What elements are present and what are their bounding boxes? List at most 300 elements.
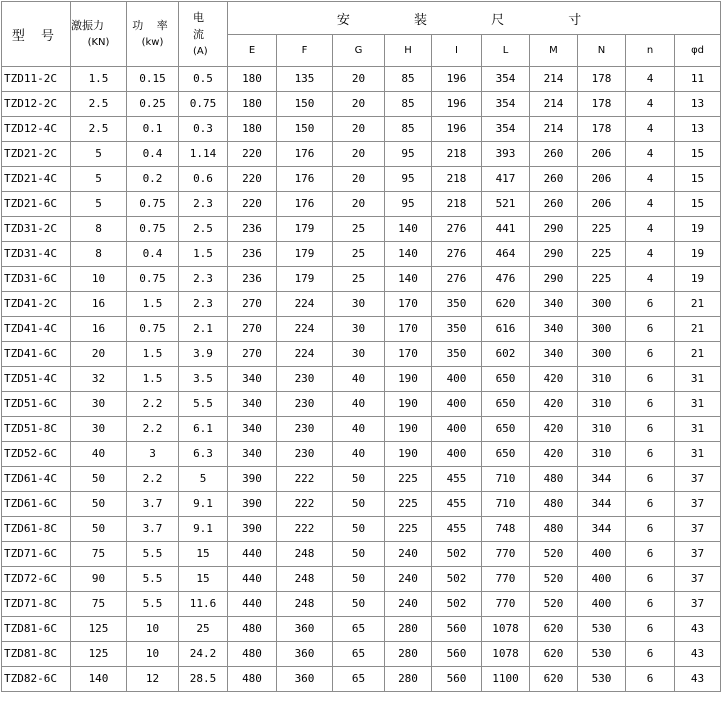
- g-cell: 40: [333, 392, 385, 417]
- model-cell: TZD12-2C: [2, 92, 71, 117]
- table-row: [2, 267, 721, 292]
- l-cell: 417: [482, 167, 530, 192]
- phid-cell: 37: [675, 467, 721, 492]
- power-cell: 0.75: [127, 317, 179, 342]
- f-cell: 230: [277, 442, 333, 467]
- dim-col-header: H: [385, 35, 432, 67]
- phid-cell: 31: [675, 442, 721, 467]
- phid-cell: 31: [675, 367, 721, 392]
- power-cell: 0.75: [127, 192, 179, 217]
- f-cell: 224: [277, 292, 333, 317]
- phid-cell: 19: [675, 267, 721, 292]
- model-cell: TZD51-8C: [2, 417, 71, 442]
- i-cell: 455: [432, 517, 482, 542]
- e-cell: 390: [228, 467, 277, 492]
- h-cell: 140: [385, 267, 432, 292]
- n-count-cell: 6: [626, 342, 675, 367]
- dim-col-header: E: [228, 35, 277, 67]
- h-cell: 225: [385, 467, 432, 492]
- m-cell: 290: [530, 217, 578, 242]
- h-cell: 170: [385, 292, 432, 317]
- model-cell: TZD61-4C: [2, 467, 71, 492]
- n-count-cell: 4: [626, 142, 675, 167]
- power-cell: 0.75: [127, 267, 179, 292]
- dimensions-header: 安 装 尺 寸: [228, 2, 721, 35]
- n-count-cell: 4: [626, 242, 675, 267]
- table-row: [2, 667, 721, 692]
- l-cell: 650: [482, 392, 530, 417]
- h-cell: 85: [385, 92, 432, 117]
- f-cell: 248: [277, 592, 333, 617]
- e-cell: 390: [228, 492, 277, 517]
- power-cell: 5.5: [127, 592, 179, 617]
- model-cell: TZD61-8C: [2, 517, 71, 542]
- current-cell: 1.5: [179, 242, 228, 267]
- e-cell: 270: [228, 342, 277, 367]
- current-cell: 3.5: [179, 367, 228, 392]
- force-cell: 125: [71, 642, 127, 667]
- model-cell: TZD31-6C: [2, 267, 71, 292]
- phid-cell: 37: [675, 517, 721, 542]
- f-cell: 224: [277, 342, 333, 367]
- force-cell: 16: [71, 317, 127, 342]
- m-cell: 290: [530, 242, 578, 267]
- power-cell: 1.5: [127, 367, 179, 392]
- e-cell: 180: [228, 117, 277, 142]
- dim-col-header: F: [277, 35, 333, 67]
- current-cell: 1.14: [179, 142, 228, 167]
- f-cell: 230: [277, 417, 333, 442]
- current-header-unit: (A): [193, 45, 208, 57]
- dim-col-header: I: [432, 35, 482, 67]
- m-cell: 260: [530, 167, 578, 192]
- m-cell: 520: [530, 592, 578, 617]
- n-count-cell: 6: [626, 617, 675, 642]
- g-cell: 65: [333, 667, 385, 692]
- l-cell: 748: [482, 517, 530, 542]
- current-cell: 25: [179, 617, 228, 642]
- h-cell: 190: [385, 417, 432, 442]
- i-cell: 350: [432, 342, 482, 367]
- force-cell: 40: [71, 442, 127, 467]
- m-cell: 620: [530, 667, 578, 692]
- l-cell: 710: [482, 492, 530, 517]
- i-cell: 502: [432, 592, 482, 617]
- header-row-top: [2, 2, 721, 35]
- e-cell: 390: [228, 517, 277, 542]
- force-cell: 5: [71, 167, 127, 192]
- force-cell: 50: [71, 492, 127, 517]
- g-cell: 30: [333, 292, 385, 317]
- m-cell: 420: [530, 442, 578, 467]
- phid-cell: 21: [675, 317, 721, 342]
- phid-cell: 15: [675, 142, 721, 167]
- f-cell: 230: [277, 392, 333, 417]
- f-cell: 150: [277, 92, 333, 117]
- table-row: [2, 142, 721, 167]
- power-cell: 1.5: [127, 342, 179, 367]
- l-cell: 650: [482, 367, 530, 392]
- force-cell: 20: [71, 342, 127, 367]
- f-cell: 360: [277, 642, 333, 667]
- model-cell: TZD72-6C: [2, 567, 71, 592]
- f-cell: 179: [277, 217, 333, 242]
- force-cell: 50: [71, 517, 127, 542]
- h-cell: 85: [385, 117, 432, 142]
- g-cell: 50: [333, 567, 385, 592]
- phid-cell: 19: [675, 242, 721, 267]
- phid-cell: 37: [675, 492, 721, 517]
- e-cell: 440: [228, 592, 277, 617]
- l-cell: 464: [482, 242, 530, 267]
- h-cell: 225: [385, 492, 432, 517]
- l-cell: 770: [482, 592, 530, 617]
- e-cell: 220: [228, 192, 277, 217]
- power-cell: 0.75: [127, 217, 179, 242]
- model-cell: TZD81-8C: [2, 642, 71, 667]
- power-cell: 3.7: [127, 492, 179, 517]
- n-count-cell: 4: [626, 192, 675, 217]
- n-cell: 225: [578, 217, 626, 242]
- n-cell: 178: [578, 117, 626, 142]
- g-cell: 20: [333, 117, 385, 142]
- g-cell: 40: [333, 417, 385, 442]
- e-cell: 236: [228, 242, 277, 267]
- power-cell: 0.25: [127, 92, 179, 117]
- force-header: [71, 2, 127, 67]
- model-cell: TZD21-2C: [2, 142, 71, 167]
- g-cell: 25: [333, 242, 385, 267]
- e-cell: 340: [228, 392, 277, 417]
- e-cell: 270: [228, 292, 277, 317]
- i-cell: 218: [432, 167, 482, 192]
- e-cell: 270: [228, 317, 277, 342]
- g-cell: 20: [333, 192, 385, 217]
- i-cell: 400: [432, 367, 482, 392]
- n-cell: 300: [578, 292, 626, 317]
- i-cell: 400: [432, 442, 482, 467]
- model-cell: TZD31-2C: [2, 217, 71, 242]
- power-cell: 12: [127, 667, 179, 692]
- e-cell: 480: [228, 642, 277, 667]
- h-cell: 140: [385, 242, 432, 267]
- l-cell: 476: [482, 267, 530, 292]
- model-cell: TZD71-6C: [2, 542, 71, 567]
- l-cell: 650: [482, 442, 530, 467]
- n-cell: 530: [578, 617, 626, 642]
- force-cell: 10: [71, 267, 127, 292]
- power-cell: 3: [127, 442, 179, 467]
- phid-cell: 15: [675, 167, 721, 192]
- power-cell: 0.1: [127, 117, 179, 142]
- n-cell: 178: [578, 67, 626, 92]
- n-cell: 310: [578, 417, 626, 442]
- f-cell: 222: [277, 467, 333, 492]
- table-row: [2, 92, 721, 117]
- current-cell: 28.5: [179, 667, 228, 692]
- f-cell: 179: [277, 242, 333, 267]
- table-row: [2, 292, 721, 317]
- current-header-label-2: 流: [193, 27, 204, 41]
- phid-cell: 31: [675, 417, 721, 442]
- h-cell: 190: [385, 367, 432, 392]
- force-cell: 75: [71, 592, 127, 617]
- i-cell: 218: [432, 192, 482, 217]
- table-row: [2, 492, 721, 517]
- model-cell: TZD12-4C: [2, 117, 71, 142]
- e-cell: 236: [228, 217, 277, 242]
- h-cell: 95: [385, 192, 432, 217]
- current-cell: 15: [179, 567, 228, 592]
- force-cell: 30: [71, 392, 127, 417]
- n-cell: 344: [578, 517, 626, 542]
- i-cell: 276: [432, 217, 482, 242]
- power-cell: 0.4: [127, 142, 179, 167]
- dim-col-header: n: [626, 35, 675, 67]
- l-cell: 770: [482, 542, 530, 567]
- h-cell: 170: [385, 342, 432, 367]
- m-cell: 480: [530, 517, 578, 542]
- n-cell: 530: [578, 642, 626, 667]
- l-cell: 770: [482, 567, 530, 592]
- phid-cell: 11: [675, 67, 721, 92]
- n-cell: 400: [578, 567, 626, 592]
- h-cell: 95: [385, 142, 432, 167]
- h-cell: 190: [385, 442, 432, 467]
- n-cell: 310: [578, 442, 626, 467]
- current-cell: 24.2: [179, 642, 228, 667]
- model-cell: TZD31-4C: [2, 242, 71, 267]
- n-cell: 206: [578, 167, 626, 192]
- n-count-cell: 6: [626, 392, 675, 417]
- l-cell: 441: [482, 217, 530, 242]
- l-cell: 710: [482, 467, 530, 492]
- i-cell: 218: [432, 142, 482, 167]
- force-cell: 140: [71, 667, 127, 692]
- dim-col-header: L: [482, 35, 530, 67]
- m-cell: 420: [530, 417, 578, 442]
- g-cell: 50: [333, 517, 385, 542]
- m-cell: 620: [530, 617, 578, 642]
- n-count-cell: 6: [626, 592, 675, 617]
- e-cell: 440: [228, 542, 277, 567]
- force-cell: 2.5: [71, 92, 127, 117]
- n-count-cell: 4: [626, 217, 675, 242]
- f-cell: 360: [277, 667, 333, 692]
- current-header: [179, 2, 228, 67]
- table-row: [2, 592, 721, 617]
- g-cell: 20: [333, 142, 385, 167]
- phid-cell: 13: [675, 92, 721, 117]
- table-row: [2, 117, 721, 142]
- n-cell: 300: [578, 342, 626, 367]
- n-cell: 344: [578, 467, 626, 492]
- f-cell: 222: [277, 492, 333, 517]
- model-header: 型 号: [2, 2, 71, 67]
- f-cell: 179: [277, 267, 333, 292]
- g-cell: 50: [333, 467, 385, 492]
- model-cell: TZD52-6C: [2, 442, 71, 467]
- m-cell: 340: [530, 292, 578, 317]
- h-cell: 280: [385, 667, 432, 692]
- force-header-unit: (KN): [87, 37, 110, 48]
- e-cell: 340: [228, 367, 277, 392]
- g-cell: 40: [333, 442, 385, 467]
- g-cell: 25: [333, 267, 385, 292]
- current-cell: 0.75: [179, 92, 228, 117]
- table-row: [2, 167, 721, 192]
- n-cell: 225: [578, 267, 626, 292]
- g-cell: 25: [333, 217, 385, 242]
- current-cell: 9.1: [179, 492, 228, 517]
- g-cell: 30: [333, 317, 385, 342]
- n-count-cell: 6: [626, 517, 675, 542]
- e-cell: 220: [228, 142, 277, 167]
- f-cell: 176: [277, 167, 333, 192]
- phid-cell: 31: [675, 392, 721, 417]
- force-cell: 1.5: [71, 67, 127, 92]
- phid-cell: 37: [675, 567, 721, 592]
- table-row: [2, 617, 721, 642]
- e-cell: 180: [228, 67, 277, 92]
- m-cell: 214: [530, 92, 578, 117]
- force-cell: 75: [71, 542, 127, 567]
- l-cell: 393: [482, 142, 530, 167]
- l-cell: 1078: [482, 617, 530, 642]
- f-cell: 248: [277, 567, 333, 592]
- f-cell: 135: [277, 67, 333, 92]
- i-cell: 400: [432, 392, 482, 417]
- current-cell: 6.3: [179, 442, 228, 467]
- dim-col-header: M: [530, 35, 578, 67]
- e-cell: 236: [228, 267, 277, 292]
- force-cell: 8: [71, 217, 127, 242]
- f-cell: 176: [277, 192, 333, 217]
- e-cell: 340: [228, 417, 277, 442]
- table-row: [2, 417, 721, 442]
- table-row: [2, 242, 721, 267]
- model-cell: TZD81-6C: [2, 617, 71, 642]
- n-cell: 206: [578, 192, 626, 217]
- n-count-cell: 6: [626, 492, 675, 517]
- current-cell: 2.5: [179, 217, 228, 242]
- dim-col-header: G: [333, 35, 385, 67]
- model-cell: TZD51-6C: [2, 392, 71, 417]
- n-cell: 300: [578, 317, 626, 342]
- current-cell: 0.3: [179, 117, 228, 142]
- phid-cell: 21: [675, 342, 721, 367]
- i-cell: 400: [432, 417, 482, 442]
- l-cell: 521: [482, 192, 530, 217]
- phid-cell: 43: [675, 667, 721, 692]
- current-cell: 9.1: [179, 517, 228, 542]
- model-cell: TZD21-4C: [2, 167, 71, 192]
- n-count-cell: 4: [626, 117, 675, 142]
- f-cell: 360: [277, 617, 333, 642]
- model-cell: TZD21-6C: [2, 192, 71, 217]
- f-cell: 224: [277, 317, 333, 342]
- power-cell: 2.2: [127, 392, 179, 417]
- g-cell: 50: [333, 492, 385, 517]
- n-count-cell: 6: [626, 467, 675, 492]
- n-cell: 344: [578, 492, 626, 517]
- power-cell: 1.5: [127, 292, 179, 317]
- m-cell: 260: [530, 142, 578, 167]
- l-cell: 650: [482, 417, 530, 442]
- n-count-cell: 4: [626, 67, 675, 92]
- model-cell: TZD61-6C: [2, 492, 71, 517]
- g-cell: 65: [333, 642, 385, 667]
- g-cell: 40: [333, 367, 385, 392]
- table-row: [2, 542, 721, 567]
- force-cell: 125: [71, 617, 127, 642]
- e-cell: 480: [228, 617, 277, 642]
- g-cell: 20: [333, 67, 385, 92]
- e-cell: 220: [228, 167, 277, 192]
- model-cell: TZD41-2C: [2, 292, 71, 317]
- g-cell: 50: [333, 542, 385, 567]
- force-cell: 16: [71, 292, 127, 317]
- m-cell: 340: [530, 317, 578, 342]
- current-cell: 5: [179, 467, 228, 492]
- n-cell: 400: [578, 592, 626, 617]
- current-cell: 3.9: [179, 342, 228, 367]
- power-cell: 3.7: [127, 517, 179, 542]
- l-cell: 354: [482, 67, 530, 92]
- e-cell: 180: [228, 92, 277, 117]
- model-cell: TZD41-6C: [2, 342, 71, 367]
- i-cell: 196: [432, 92, 482, 117]
- m-cell: 520: [530, 542, 578, 567]
- current-cell: 2.3: [179, 292, 228, 317]
- m-cell: 480: [530, 467, 578, 492]
- force-header-label: 激振力: [71, 19, 104, 32]
- m-cell: 420: [530, 392, 578, 417]
- force-cell: 5: [71, 142, 127, 167]
- power-cell: 0.4: [127, 242, 179, 267]
- n-cell: 400: [578, 542, 626, 567]
- e-cell: 480: [228, 667, 277, 692]
- table-header: [2, 2, 721, 67]
- current-header-label-1: 电: [193, 10, 204, 24]
- i-cell: 196: [432, 67, 482, 92]
- phid-cell: 37: [675, 592, 721, 617]
- n-count-cell: 6: [626, 442, 675, 467]
- phid-cell: 37: [675, 542, 721, 567]
- power-cell: 2.2: [127, 417, 179, 442]
- h-cell: 240: [385, 567, 432, 592]
- power-header-label: 功 率: [132, 19, 173, 32]
- phid-cell: 19: [675, 217, 721, 242]
- force-cell: 50: [71, 467, 127, 492]
- n-count-cell: 6: [626, 367, 675, 392]
- current-cell: 11.6: [179, 592, 228, 617]
- i-cell: 196: [432, 117, 482, 142]
- m-cell: 620: [530, 642, 578, 667]
- g-cell: 50: [333, 592, 385, 617]
- f-cell: 222: [277, 517, 333, 542]
- l-cell: 1078: [482, 642, 530, 667]
- table-row: [2, 342, 721, 367]
- dim-col-header: φd: [675, 35, 721, 67]
- power-cell: 5.5: [127, 542, 179, 567]
- n-count-cell: 6: [626, 417, 675, 442]
- table-body: [2, 67, 721, 692]
- n-cell: 530: [578, 667, 626, 692]
- g-cell: 30: [333, 342, 385, 367]
- f-cell: 248: [277, 542, 333, 567]
- power-cell: 0.15: [127, 67, 179, 92]
